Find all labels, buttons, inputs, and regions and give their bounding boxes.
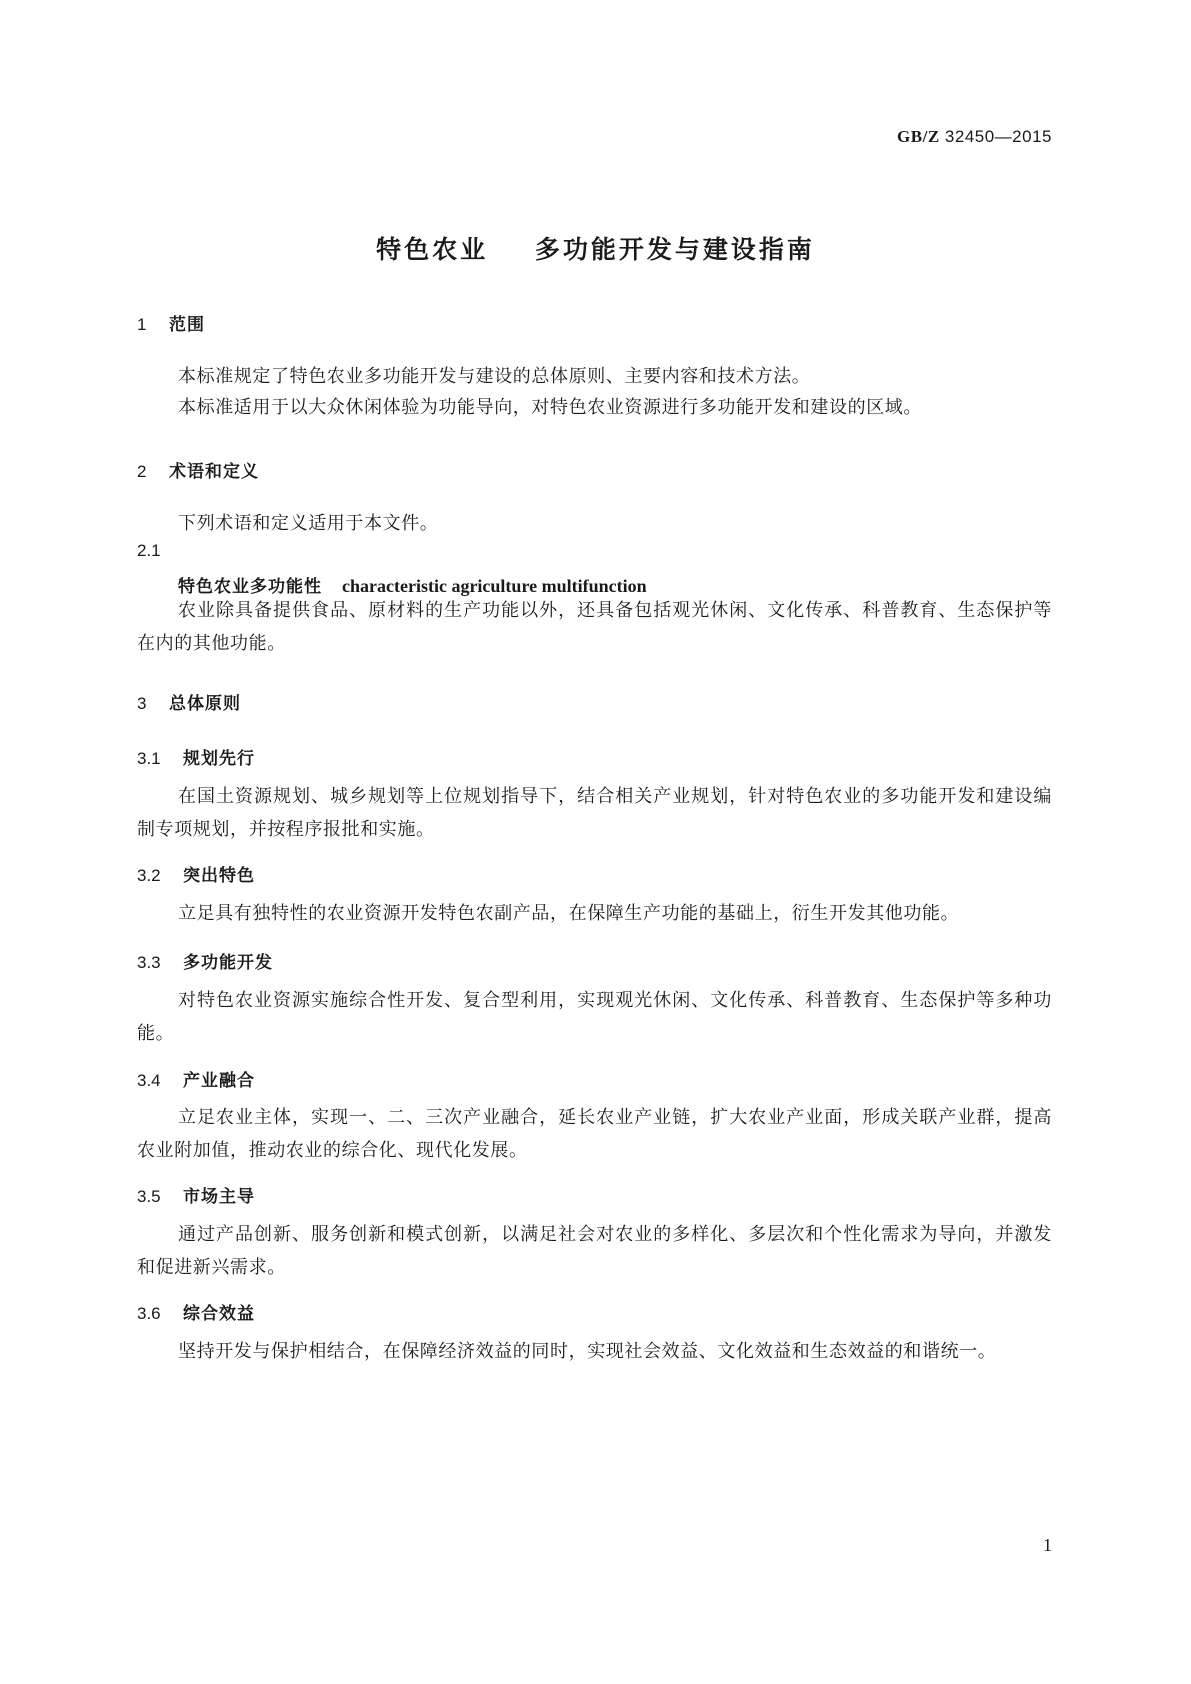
term-entry-number: 2.1 (137, 541, 161, 560)
subsection-title: 市场主导 (183, 1187, 255, 1207)
section-heading-1 (137, 310, 205, 335)
subsection-title: 规划先行 (183, 749, 255, 769)
subsection-number: 3.4 (137, 1071, 161, 1090)
subsection-number: 3.3 (137, 953, 161, 972)
subsection-heading-3-2 (137, 861, 255, 886)
paragraph-3-2: 立足具有独特性的农业资源开发特色农副产品，在保障生产功能的基础上，衍生开发其他功能。 (178, 903, 960, 924)
section-title: 总体原则 (169, 694, 241, 714)
term-english: characteristic agriculture multifunction (342, 576, 647, 596)
section-title: 范围 (169, 315, 205, 335)
subsection-number: 3.6 (137, 1304, 161, 1323)
standard-code (897, 127, 1052, 147)
subsection-heading-3-3 (137, 948, 273, 973)
page-number: 1 (1043, 1535, 1052, 1555)
paragraph-2-1: 下列术语和定义适用于本文件。 (178, 513, 439, 534)
document-title: 特色农业 多功能开发与建设指南 (376, 235, 815, 264)
subsection-heading-3-5 (137, 1182, 255, 1207)
subsection-heading-3-4 (137, 1066, 255, 1091)
subsection-heading-3-6 (137, 1299, 255, 1324)
section-title: 术语和定义 (169, 462, 259, 482)
subsection-number: 3.1 (137, 749, 161, 768)
subsection-heading-3-1 (137, 744, 255, 769)
section-number: 3 (137, 694, 147, 713)
subsection-number: 3.5 (137, 1187, 161, 1206)
subsection-number: 3.2 (137, 866, 161, 885)
section-heading-2 (137, 457, 259, 482)
standard-prefix: GB/Z (897, 127, 940, 146)
paragraph-3-3: 对特色农业资源实施综合性开发、复合型利用，实现观光休闲、文化传承、科普教育、生态保护等多种功能。 (137, 990, 1052, 1044)
paragraph-1-1: 本标准规定了特色农业多功能开发与建设的总体原则、主要内容和技术方法。 (178, 366, 811, 387)
section-number: 2 (137, 462, 147, 481)
subsection-title: 综合效益 (183, 1304, 255, 1324)
paragraph-3-6: 坚持开发与保护相结合，在保障经济效益的同时，实现社会效益、文化效益和生态效益的和谐统一。 (178, 1341, 997, 1362)
paragraph-1-2: 本标准适用于以大众休闲体验为功能导向，对特色农业资源进行多功能开发和建设的区域。 (178, 397, 922, 418)
term-number (137, 541, 161, 561)
paragraph-3-1: 在国土资源规划、城乡规划等上位规划指导下，结合相关产业规划，针对特色农业的多功能开发和建设编制专项规划，并按程序报批和实施。 (137, 786, 1052, 840)
paragraph-3-5: 通过产品创新、服务创新和模式创新，以满足社会对农业的多样化、多层次和个性化需求为导向，并激发和促进新兴需求。 (137, 1224, 1052, 1278)
subsection-title: 多功能开发 (183, 953, 273, 973)
section-heading-3 (137, 689, 241, 714)
subsection-title: 突出特色 (183, 866, 255, 886)
subsection-title: 产业融合 (183, 1071, 255, 1091)
paragraph-3-4: 立足农业主体，实现一、二、三次产业融合，延长农业产业链，扩大农业产业面，形成关联产业群，提高农业附加值，推动农业的综合化、现代化发展。 (137, 1107, 1052, 1161)
section-number: 1 (137, 315, 147, 334)
term-chinese: 特色农业多功能性 (178, 577, 322, 597)
term-definition: 农业除具备提供食品、原材料的生产功能以外，还具备包括观光休闲、文化传承、科普教育、生态保护等在内的其他功能。 (137, 600, 1052, 654)
standard-number: 32450—2015 (944, 127, 1052, 146)
